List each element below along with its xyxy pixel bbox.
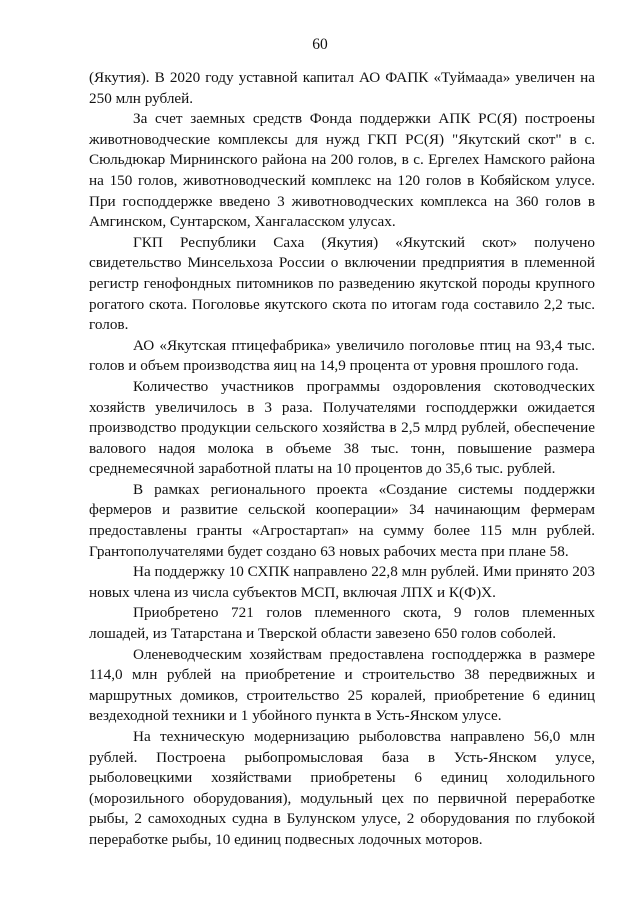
paragraph-breeding-stock: Приобретено 721 голов племенного скота, 9 голов племенных лошадей, из Татарстана и Тверской области завезено 650 голов соболей. bbox=[89, 604, 595, 643]
paragraph-yakut-cattle: ГКП Республики Саха (Якутия) «Якутский скот» получено свидетельство Минсельхоза России о включении предприятия в племенной регистр генофондных питомников по разведению якутской породы крупного рогатого скота. Поголовье якутского скота по итогам года составило 2,2 тыс. голов. bbox=[89, 233, 595, 334]
paragraph-poultry: АО «Якутская птицефабрика» увеличило поголовье птиц на 93,4 тыс. голов и объем производства яиц на 14,9 процента от уровня прошлого года. bbox=[89, 336, 595, 375]
paragraph-capital: (Якутия). В 2020 году уставной капитал АО ФАПК «Туймаада» увеличен на 250 млн рублей. bbox=[89, 69, 595, 107]
body-text bbox=[89, 68, 595, 851]
paragraph-cooperatives: На поддержку 10 СХПК направлено 22,8 млн рублей. Ими принято 203 новых члена из числа субъектов МСП, включая ЛПХ и К(Ф)Х. bbox=[89, 563, 595, 601]
paragraph-reindeer: Оленеводческим хозяйствам предоставлена господдержка в размере 114,0 млн рублей на приобретение и строительство 38 передвижных и маршрутных домиков, строительство 25 коралей, приобретение 6 единиц вездеходной техники и 1 убойного пункта в Усть-Янском улусе. bbox=[89, 645, 595, 725]
paragraph-health-program: Количество участников программы оздоровления скотоводческих хозяйств увеличилось в 3 раза. Получателями господдержки ожидается производство продукции сельского хозяйства в 2,5 млрд рублей, обеспечение валового надоя молока в объеме 38 тыс. тонн, повышение размера среднемесячной заработной платы на 10 процентов до 35,6 тыс. рублей. bbox=[89, 377, 595, 478]
paragraph-fishing: На техническую модернизацию рыболовства направлено 56,0 млн рублей. Построена рыбопромысловая база в Усть-Янском улусе, рыболовецкими хозяйствами приобретены 6 единиц холодильного (морозильного оборудования), модульный цех по первичной переработке рыбы, 2 самоходных судна в Булунском улусе, 2 оборудования по глубокой переработке рыбы, 10 единиц подвесных лодочных моторов. bbox=[89, 728, 595, 848]
paragraph-livestock-complexes: За счет заемных средств Фонда поддержки АПК РС(Я) построены животноводческие комплексы для нужд ГКП РС(Я) "Якутский скот" в с. Сюльдюкар Мирнинского района на 200 голов, в с. Ергелех Намского района на 150 голов, животноводческий комплекс на 120 голов в Кобяйском улусе. При господдержке введено 3 животноводческих комплекса на 360 голов в Амгинском, Сунтарском, Хангаласском улусах. bbox=[89, 110, 595, 231]
paragraph-farmers-project: В рамках регионального проекта «Создание системы поддержки фермеров и развитие сельской кооперации» 34 начинающим фермерам предоставлены гранты «Агростартап» на сумму более 115 млн рублей. Грантополучателями будет создано 63 новых рабочих места при плане 58. bbox=[89, 480, 595, 560]
page-number: 60 bbox=[312, 36, 328, 53]
